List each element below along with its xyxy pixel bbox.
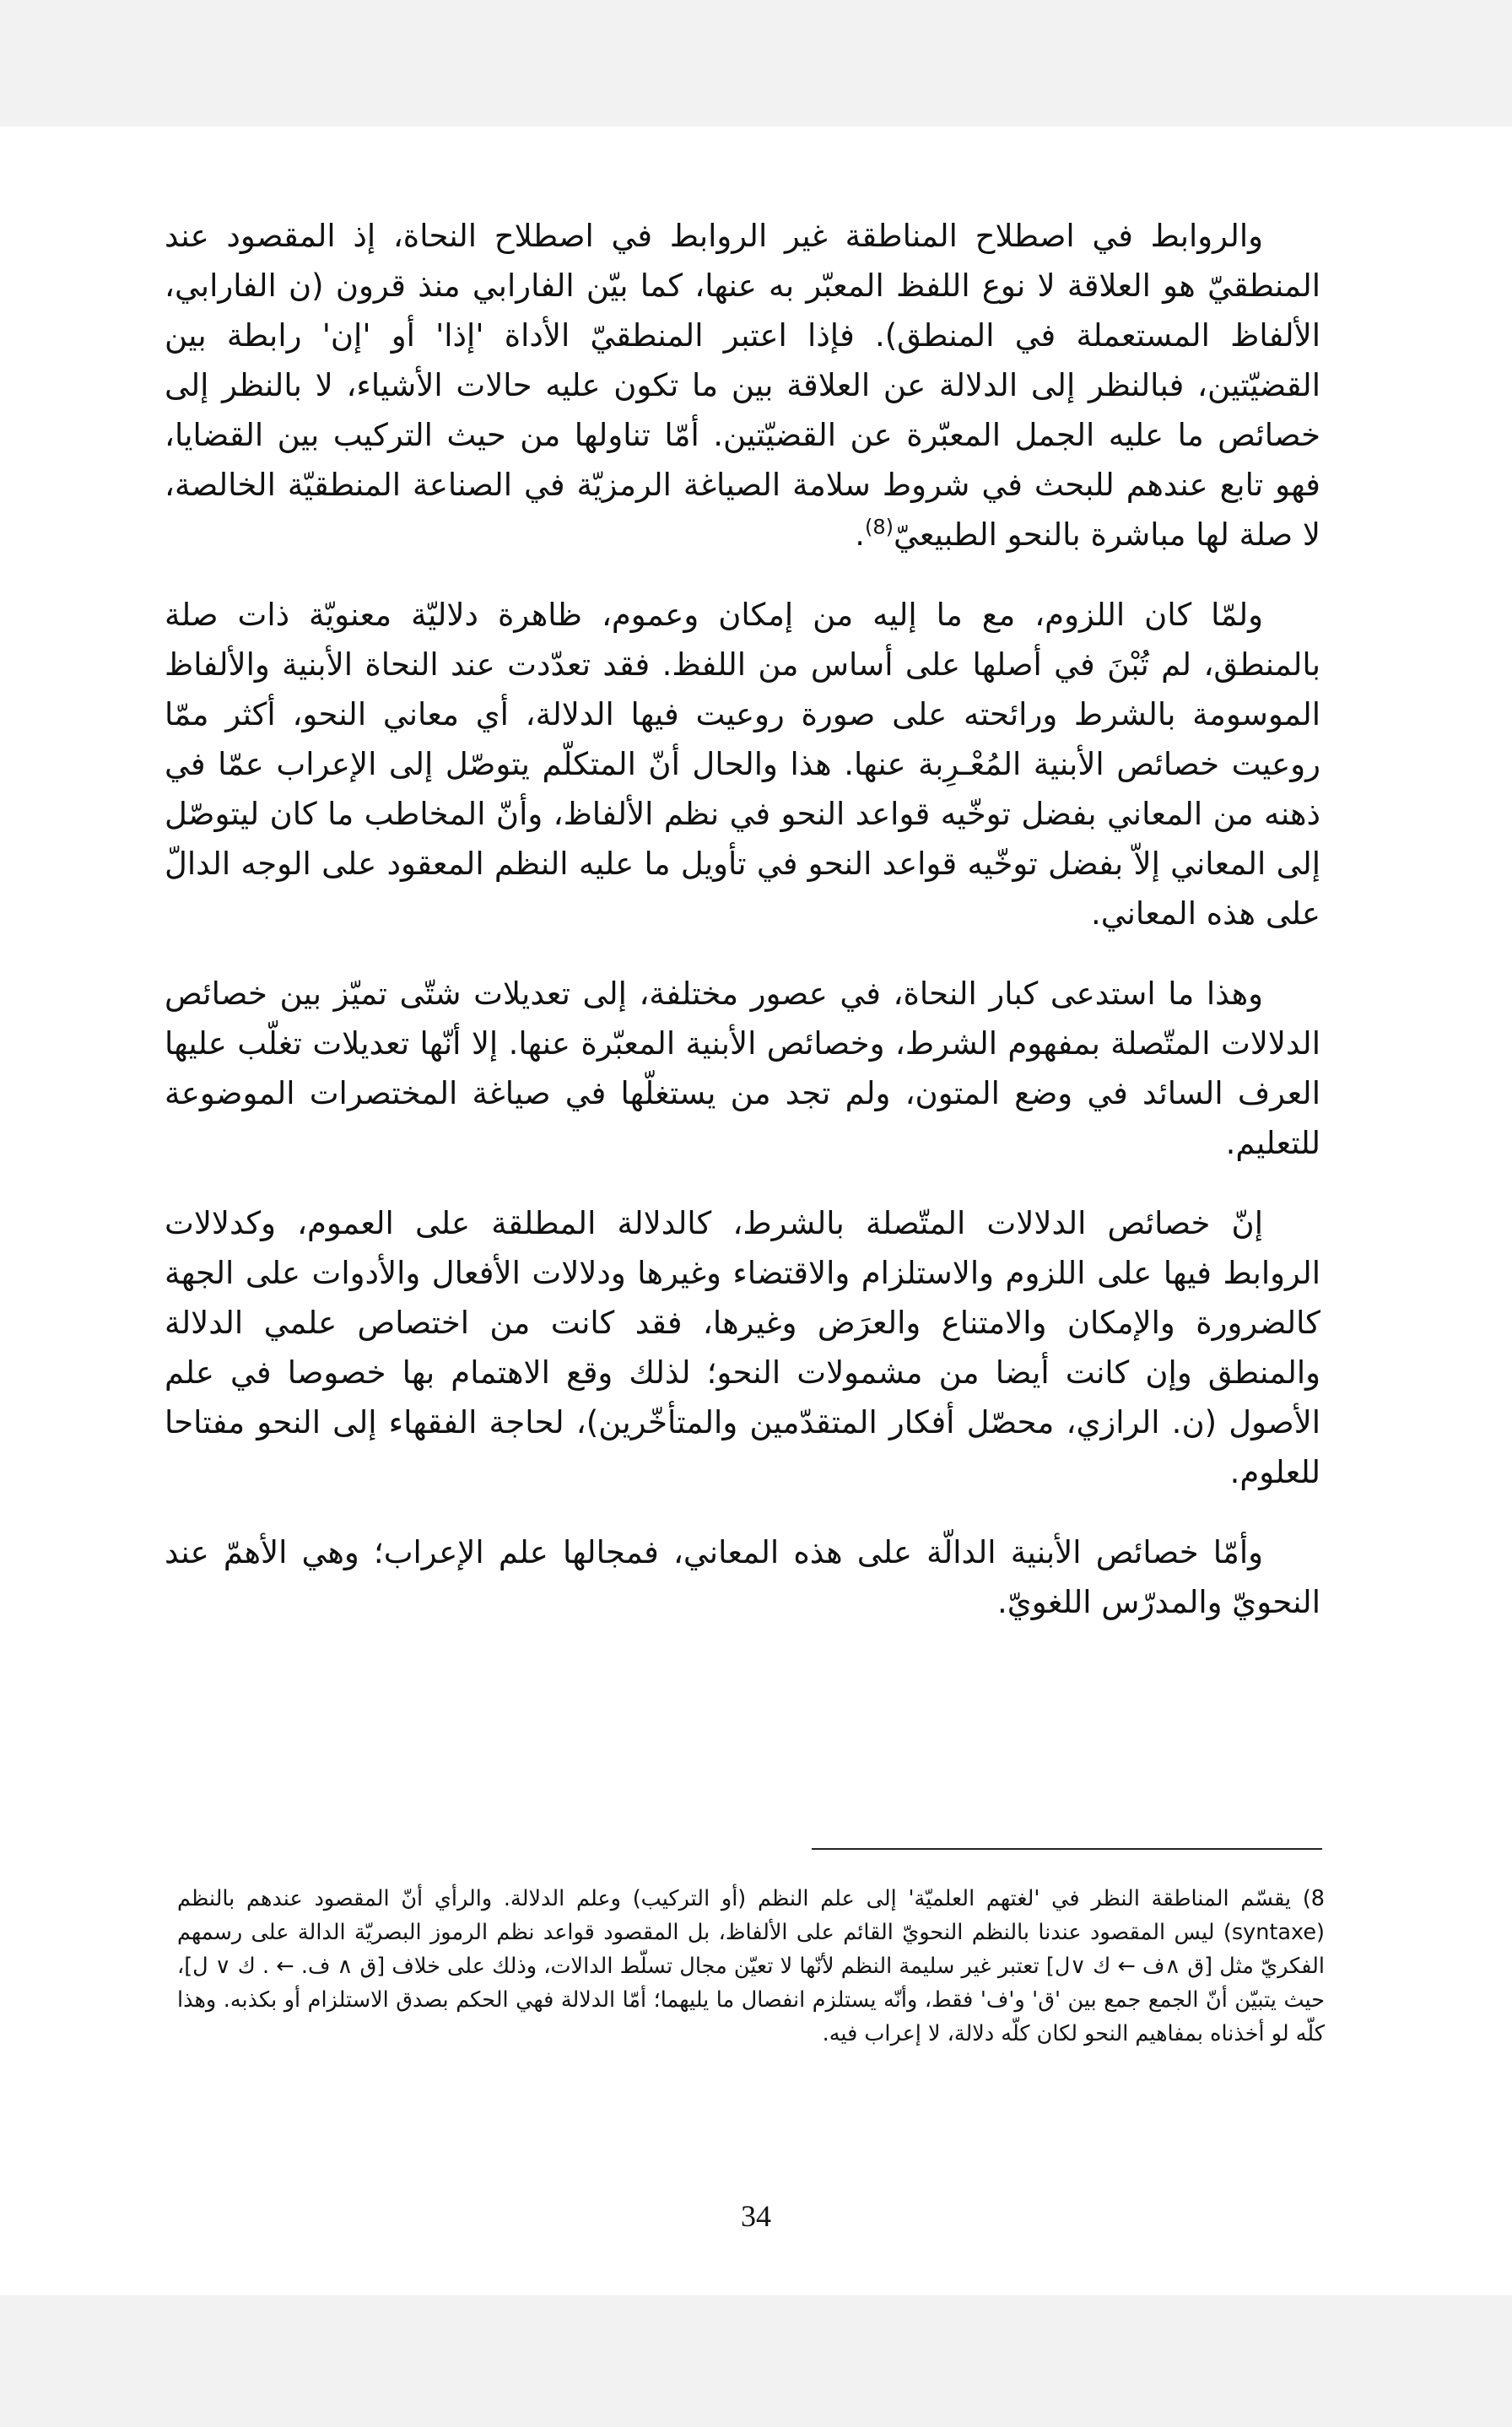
- footnote-8: 8) يقسّم المناطقة النظر في 'لغتهم العلميّة' إلى علم النظم (أو التركيب) وعلم الدلالة. والرأي أنّ المقصود عندهم بالنظم (syntaxe) ليس المقصود عندنا بالنظم النحويّ القائم على الألفاظ، بل المقصود قواعد نظم الرموز البصريّة الدالة على رسمهم الفكريّ مثل [ق ∧ف ← ك ∨ل] تعتبر غير سليمة النظم لأنّها لا تعيّن مجال تسلّط الدالات، وذلك على خلاف [ق ∧ ف. ← . ك ∨ ل]، حيث يتبيّن أنّ الجمع جمع بين 'ق' و'ف' فقط، وأنّه يستلزم انفصال ما يليهما؛ أمّا الدلالة فهي الحكم بصدق الاستلزام أو بكذبه. وهذا كلّه لو أخذناه بمفاهيم النحو لكان كلّه دلالة، لا إعراب فيه.: [177, 1886, 1325, 2046]
- footnote-reference[interactable]: (8): [864, 515, 894, 539]
- page-number: 34: [741, 2199, 771, 2233]
- paragraph-5: وأمّا خصائص الأبنية الدالّة على هذه المعاني، فمجالها علم الإعراب؛ وهي الأهمّ عند النحويّ والمدرّس اللغويّ.: [165, 1534, 1320, 1620]
- paragraph-2: ولمّا كان اللزوم، مع ما إليه من إمكان وعموم، ظاهرة دلاليّة معنويّة ذات صلة بالمنطق، لم تُبْنَ في أصلها على أساس من اللفظ. فقد تعدّدت عند النحاة الأبنية والألفاظ الموسومة بالشرط ورائحته على صورة روعيت فيها الدلالة، أي معاني النحو، أكثر ممّا روعيت خصائص الأبنية المُعْـرِبة عنها. هذا والحال أنّ المتكلّم يتوصّل إلى الإعراب عمّا في ذهنه من المعاني بفضل توخّيه قواعد النحو في نظم الألفاظ، وأنّ المخاطب ما كان ليتوصّل إلى المعاني إلاّ بفضل توخّيه قواعد النحو في تأويل ما عليه النظم المعقود على الوجه الدالّ على هذه المعاني.: [165, 597, 1320, 932]
- paragraph-4: إنّ خصائص الدلالات المتّصلة بالشرط، كالدلالة المطلقة على العموم، وكدلالات الروابط فيها على اللزوم والاستلزام والاقتضاء وغيرها ودلالات الأفعال والأدوات على الجهة كالضرورة والإمكان والامتناع والعرَض وغيرها، فقد كانت من اختصاص علمي الدلالة والمنطق وإن كانت أيضا من مشمولات النحو؛ لذلك وقع الاهتمام بها خصوصا في علم الأصول (ن. الرازي، محصّل أفكار المتقدّمين والمتأخّرين)، لحاجة الفقهاء إلى النحو مفتاحا للعلوم.: [165, 1205, 1320, 1490]
- page-sheet: [0, 127, 1512, 2295]
- footnote-separator: [812, 1848, 1322, 1850]
- main-text: [165, 211, 1320, 1657]
- paragraph-3: وهذا ما استدعى كبار النحاة، في عصور مختلفة، إلى تعديلات شتّى تميّز بين خصائص الدلالات المتّصلة بمفهوم الشرط، وخصائص الأبنية المعبّرة عنها. إلا أنّها تعديلات تغلّب عليها العرف السائد في وضع المتون، ولم تجد من يستغلّها في صياغة المختصرات الموضوعة للتعليم.: [165, 976, 1320, 1161]
- paragraph-1: [165, 211, 1320, 559]
- paragraph-1-text: والروابط في اصطلاح المناطقة غير الروابط في اصطلاح النحاة، إذ المقصود عند المنطقيّ هو العلاقة لا نوع اللفظ المعبّر به عنها، كما بيّن الفارابي منذ قرون (ن الفارابي، الألفاظ المستعملة في المنطق). فإذا اعتبر المنطقيّ الأداة 'إذا' أو 'إن' رابطة بين القضيّتين، فبالنظر إلى الدلالة عن العلاقة بين ما تكون عليه حالات الأشياء، لا بالنظر إلى خصائص ما عليه الجمل المعبّرة عن القضيّتين. أمّا تناولها من حيث التركيب بين القضايا، فهو تابع عندهم للبحث في شروط سلامة الصياغة الرمزيّة في الصناعة المنطقيّة الخالصة، لا صلة لها مباشرة بالنحو الطبيعيّ: [165, 218, 1320, 553]
- paragraph-1-end: .: [855, 516, 865, 553]
